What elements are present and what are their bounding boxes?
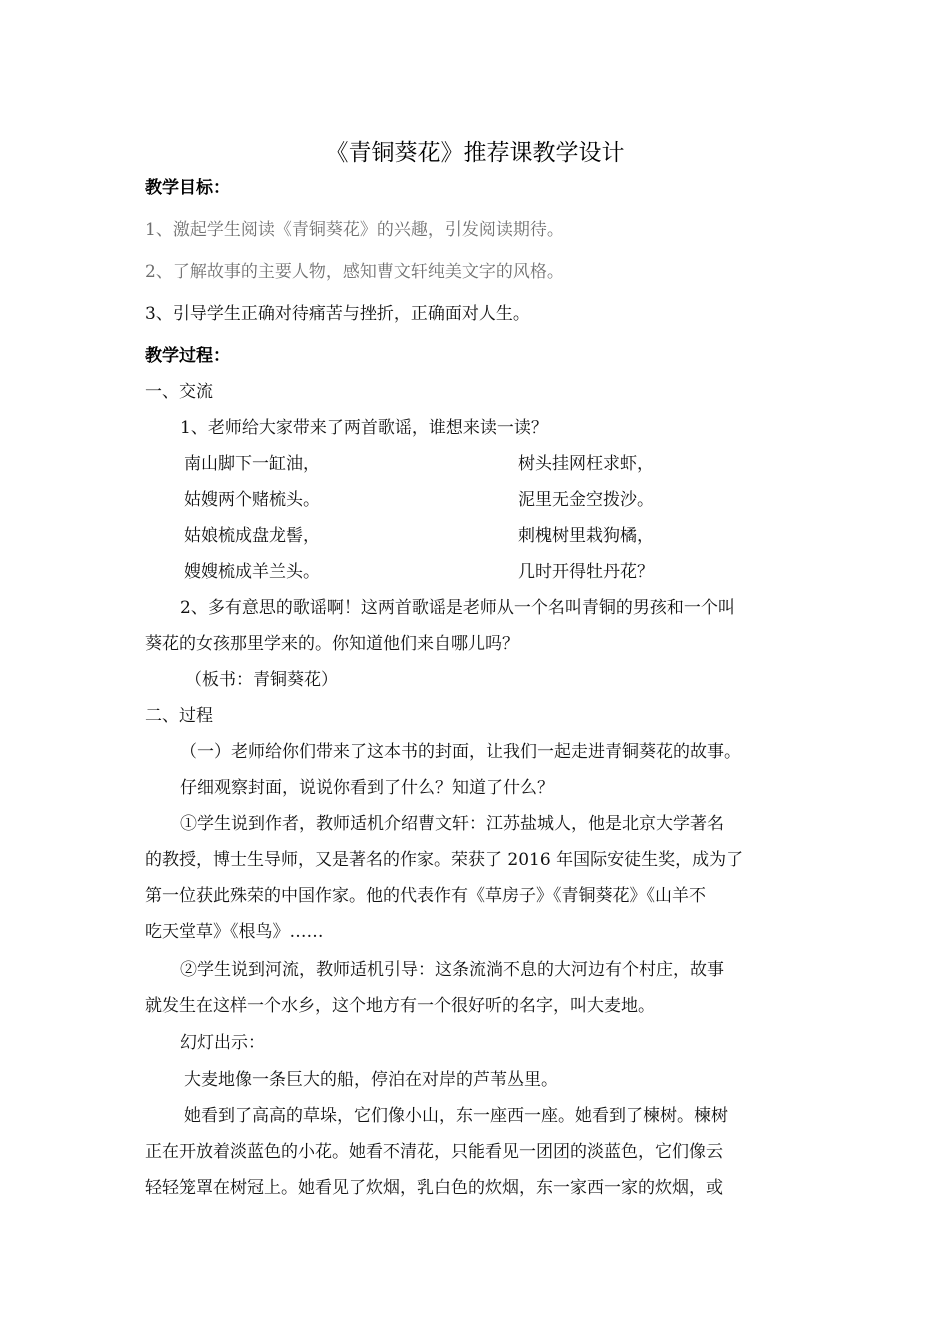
song-line: 几时开得牡丹花？ [518, 562, 654, 582]
paragraph-line: 葵花的女孩那里学来的。你知道他们来自哪儿吗？ [145, 634, 519, 654]
paragraph-line: 2、多有意思的歌谣啊！这两首歌谣是老师从一个名叫青铜的男孩和一个叫 [180, 598, 735, 618]
goal-item: 3、引导学生正确对待痛苦与挫折，正确面对人生。 [145, 304, 530, 324]
section-heading: 一、交流 [145, 382, 213, 402]
goals-heading: 教学目标： [145, 178, 230, 198]
slide-line: 大麦地像一条巨大的船，停泊在对岸的芦苇丛里。 [184, 1070, 558, 1090]
goal-item: 2、了解故事的主要人物，感知曹文轩纯美文字的风格。 [145, 262, 564, 282]
paragraph-line: 第一位获此殊荣的中国作家。他的代表作有《草房子》《青铜葵花》《山羊不 [145, 886, 706, 906]
section-heading: 二、过程 [145, 706, 213, 726]
paragraph-line: 仔细观察封面，说说你看到了什么？知道了什么？ [180, 778, 554, 798]
song-line: 姑嫂两个赌梳头。 [184, 490, 320, 510]
song-line: 刺槐树里栽狗橘， [518, 526, 654, 546]
slide-label: 幻灯出示： [180, 1033, 265, 1053]
board-note: （板书：青铜葵花） [185, 670, 338, 690]
paragraph-line: （一）老师给你们带来了这本书的封面，让我们一起走进青铜葵花的故事。 [180, 742, 741, 762]
song-line: 泥里无金空拨沙。 [518, 490, 654, 510]
process-heading: 教学过程： [145, 346, 230, 366]
song-line: 树头挂网枉求虾， [518, 454, 654, 474]
paragraph-line: ②学生说到河流，教师适机引导：这条流淌不息的大河边有个村庄，故事 [180, 960, 724, 980]
page-title: 《青铜葵花》推荐课教学设计 [325, 140, 625, 166]
slide-paragraph-line: 轻轻笼罩在树冠上。她看见了炊烟，乳白色的炊烟，东一家西一家的炊烟，或 [145, 1178, 723, 1198]
question-text: 1、老师给大家带来了两首歌谣，谁想来读一读？ [180, 418, 548, 438]
paragraph-line: 的教授，博士生导师，又是著名的作家。荣获了 2016 年国际安徒生奖，成为了 [145, 850, 744, 870]
slide-paragraph-line: 她看到了高高的草垛，它们像小山，东一座西一座。她看到了楝树。楝树 [184, 1106, 728, 1126]
paragraph-line: ①学生说到作者，教师适机介绍曹文轩：江苏盐城人，他是北京大学著名 [180, 814, 724, 834]
song-line: 嫂嫂梳成羊兰头。 [184, 562, 320, 582]
paragraph-line: 吃天堂草》《根鸟》…… [145, 922, 324, 942]
goal-item: 1、激起学生阅读《青铜葵花》的兴趣，引发阅读期待。 [145, 220, 564, 240]
song-line: 南山脚下一缸油， [184, 454, 320, 474]
song-line: 姑娘梳成盘龙髻， [184, 526, 320, 546]
paragraph-line: 就发生在这样一个水乡，这个地方有一个很好听的名字，叫大麦地。 [145, 996, 655, 1016]
slide-paragraph-line: 正在开放着淡蓝色的小花。她看不清花，只能看见一团团的淡蓝色，它们像云 [145, 1142, 723, 1162]
